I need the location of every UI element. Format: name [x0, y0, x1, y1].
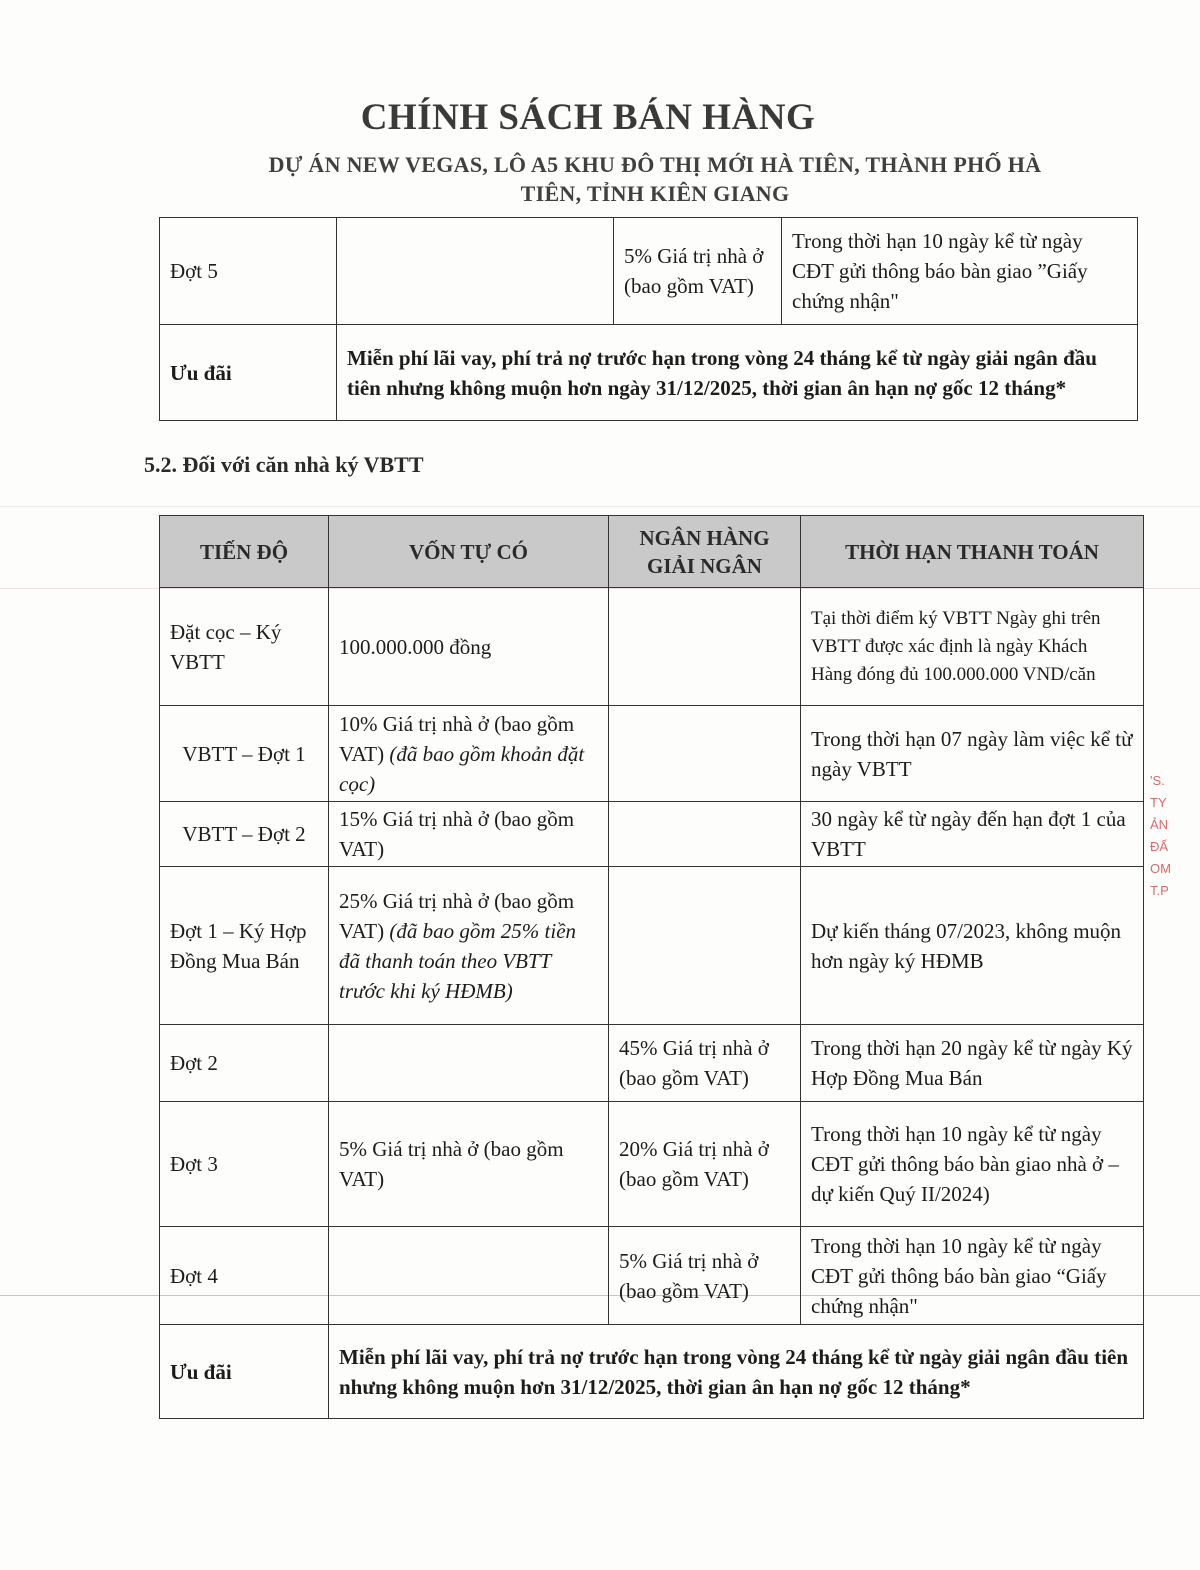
deadline-cell: Trong thời hạn 07 ngày làm việc kể từ ngày VBTT — [801, 706, 1144, 802]
offer-row — [160, 1325, 1144, 1419]
equity-cell: 5% Giá trị nhà ở (bao gồm VAT) — [329, 1102, 609, 1227]
table-row — [160, 1102, 1144, 1227]
equity-cell — [329, 1025, 609, 1102]
scan-line — [0, 506, 1200, 507]
deadline-cell: Trong thời hạn 10 ngày kể từ ngày CĐT gửi thông báo bàn giao ”Giấy chứng nhận" — [782, 218, 1138, 325]
subtitle-line: TIÊN, TỈNH KIÊN GIANG — [520, 181, 790, 206]
subtitle-line: DỰ ÁN NEW VEGAS, LÔ A5 KHU ĐÔ THỊ MỚI HÀ TIÊN, THÀNH PHỐ HÀ — [268, 152, 1042, 177]
seal-fragment: 'S. — [1150, 773, 1165, 788]
seal-fragment: ẢN — [1150, 817, 1169, 832]
offer-label: Ưu đãi — [160, 325, 337, 421]
table-row — [160, 218, 1138, 325]
table-row — [160, 706, 1144, 802]
equity-cell: 100.000.000 đồng — [329, 588, 609, 706]
page-title: CHÍNH SÁCH BÁN HÀNG — [360, 97, 816, 138]
deadline-cell: Dự kiến tháng 07/2023, không muộn hơn ngày ký HĐMB — [801, 867, 1144, 1025]
page-subtitle — [240, 150, 1070, 208]
vbtt-payment-table — [159, 515, 1144, 1419]
table-row — [160, 802, 1144, 867]
equity-note: (đã bao gồm khoản đặt cọc) — [339, 741, 585, 796]
offer-row — [160, 325, 1138, 421]
stage-cell: Đợt 4 — [160, 1227, 329, 1325]
stage-cell: Đợt 3 — [160, 1102, 329, 1227]
offer-label: Ưu đãi — [160, 1325, 329, 1419]
offer-text: Miễn phí lãi vay, phí trả nợ trước hạn trong vòng 24 tháng kể từ ngày giải ngân đầu tiên nhưng không muộn hơn ngày 31/12/2025, thời gian ân hạn nợ gốc 12 tháng* — [337, 325, 1138, 421]
equity-cell: 15% Giá trị nhà ở (bao gồm VAT) — [329, 802, 609, 867]
equity-cell — [329, 1227, 609, 1325]
seal-fragment: TY — [1150, 795, 1167, 810]
bank-cell: 45% Giá trị nhà ở (bao gồm VAT) — [609, 1025, 801, 1102]
deadline-cell: Trong thời hạn 10 ngày kể từ ngày CĐT gửi thông báo bàn giao nhà ở – dự kiến Quý II/2024) — [801, 1102, 1144, 1227]
seal-fragment: OM — [1150, 861, 1171, 876]
equity-cell — [337, 218, 614, 325]
table-header-row — [160, 516, 1144, 588]
column-header-deadline: THỜI HẠN THANH TOÁN — [801, 516, 1144, 588]
table-row — [160, 1025, 1144, 1102]
offer-text: Miễn phí lãi vay, phí trả nợ trước hạn trong vòng 24 tháng kể từ ngày giải ngân đầu tiên nhưng không muộn hơn 31/12/2025, thời gian ân hạn nợ gốc 12 tháng* — [329, 1325, 1144, 1419]
bank-cell — [609, 588, 801, 706]
deadline-cell: Tại thời điểm ký VBTT Ngày ghi trên VBTT được xác định là ngày Khách Hàng đóng đủ 100.000.000 VND/căn — [801, 588, 1144, 706]
stage-cell: Đợt 2 — [160, 1025, 329, 1102]
payment-table-continued — [159, 217, 1138, 421]
column-header-equity: VỐN TỰ CÓ — [329, 516, 609, 588]
seal-fragment: T.P — [1150, 883, 1169, 898]
deadline-cell: 30 ngày kể từ ngày đến hạn đợt 1 của VBTT — [801, 802, 1144, 867]
bank-cell — [609, 802, 801, 867]
deadline-cell: Trong thời hạn 20 ngày kể từ ngày Ký Hợp Đồng Mua Bán — [801, 1025, 1144, 1102]
equity-cell — [329, 867, 609, 1025]
seal-fragment: ĐẤ — [1150, 839, 1169, 854]
stage-cell: VBTT – Đợt 1 — [160, 706, 329, 802]
bank-cell: 20% Giá trị nhà ở (bao gồm VAT) — [609, 1102, 801, 1227]
stage-cell: Đặt cọc – Ký VBTT — [160, 588, 329, 706]
deadline-cell: Trong thời hạn 10 ngày kể từ ngày CĐT gửi thông báo bàn giao “Giấy chứng nhận" — [801, 1227, 1144, 1325]
section-heading: 5.2. Đối với căn nhà ký VBTT — [144, 452, 424, 477]
stage-cell: VBTT – Đợt 2 — [160, 802, 329, 867]
column-header-bank: NGÂN HÀNG GIẢI NGÂN — [609, 516, 801, 588]
stage-cell: Đợt 5 — [160, 218, 337, 325]
equity-cell — [329, 706, 609, 802]
table-row — [160, 867, 1144, 1025]
equity-value: 25% Giá trị nhà ở (bao gồm VAT) — [339, 888, 575, 943]
company-seal — [1150, 770, 1182, 902]
bank-cell — [609, 867, 801, 1025]
column-header-stage: TIẾN ĐỘ — [160, 516, 329, 588]
bank-cell — [609, 706, 801, 802]
table-row — [160, 1227, 1144, 1325]
equity-value: 10% Giá trị nhà ở (bao gồm VAT) — [339, 711, 575, 766]
stage-cell: Đợt 1 – Ký Hợp Đồng Mua Bán — [160, 867, 329, 1025]
table-row — [160, 588, 1144, 706]
equity-note: (đã bao gồm 25% tiền đã thanh toán theo VBTT trước khi ký HĐMB) — [339, 918, 577, 1003]
bank-cell: 5% Giá trị nhà ở (bao gồm VAT) — [609, 1227, 801, 1325]
bank-cell: 5% Giá trị nhà ở (bao gồm VAT) — [614, 218, 782, 325]
